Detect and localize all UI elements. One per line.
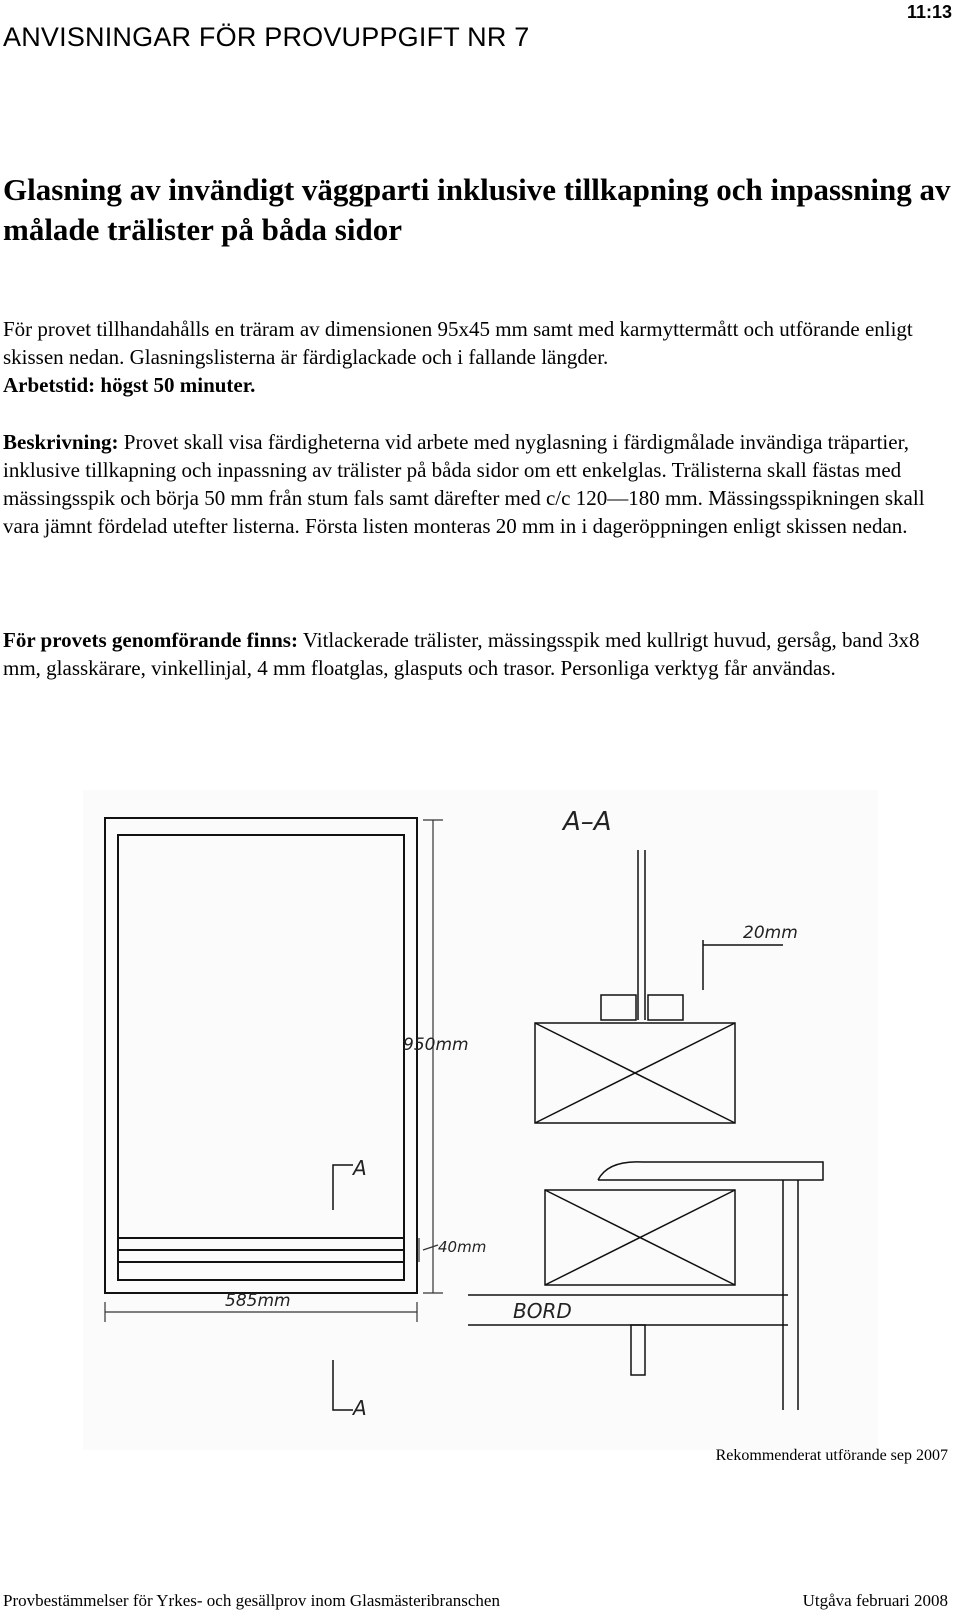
worktime-text: Arbetstid: högst 50 minuter.	[3, 373, 256, 397]
section-label: A–A	[563, 807, 612, 837]
arrow-label-bottom: A	[353, 1396, 367, 1420]
description-text: Provet skall visa färdigheterna vid arbete med nyglasning i färdigmålade invändiga träpartier, inklusive tillkapning och inpassning av trälister på båda sidor om ett enkelglas. Trälisterna skall fästas med mässingsspik och börja 50 mm från stum fals samt därefter med c/c 120—180 mm. Mässingsspikningen skall vara jämnt fördelad utefter listerna. Första listen monteras 20 mm in i dageröppningen enligt skissen nedan.	[3, 430, 925, 538]
materials-label: För provets genomförande finns:	[3, 628, 298, 652]
description-label: Beskrivning:	[3, 430, 119, 454]
description-paragraph	[3, 428, 953, 540]
page-title: Glasning av invändigt väggparti inklusive tillkapning och inpassning av målade trälister på båda sidor	[3, 172, 951, 247]
offset-label: 20mm	[743, 923, 798, 943]
header-title: ANVISNINGAR FÖR PROVUPPGIFT NR 7	[3, 22, 530, 52]
figure-caption: Rekommenderat utförande sep 2007	[715, 1447, 948, 1464]
intro-text: För provet tillhandahålls en träram av dimensionen 95x45 mm samt med karmyttermått och utförande enligt skissen nedan. Glasningslisterna är färdiglackade och i fallande längder.	[3, 317, 913, 369]
header-time: 11:13	[906, 2, 952, 22]
materials-paragraph	[3, 626, 953, 682]
sketch-figure	[83, 790, 878, 1450]
footer-left: Provbestämmelser för Yrkes- och gesällprov inom Glasmästeribranschen	[3, 1591, 500, 1610]
table-label: BORD	[513, 1299, 572, 1323]
footer-right: Utgåva februari 2008	[802, 1591, 948, 1610]
intro-paragraph	[3, 315, 953, 399]
bottom-label: 40mm	[438, 1238, 487, 1256]
materials-text: Vitlackerade trälister, mässingsspik med kullrigt huvud, gersåg, band 3x8 mm, glasskärare, vinkellinjal, 4 mm floatglas, glasputs och trasor. Personliga verktyg får användas.	[3, 628, 920, 680]
arrow-label-top: A	[353, 1156, 367, 1180]
width-label: 585mm	[225, 1291, 291, 1311]
height-label: 950mm	[403, 1035, 469, 1055]
sketch-paper	[83, 790, 878, 1450]
